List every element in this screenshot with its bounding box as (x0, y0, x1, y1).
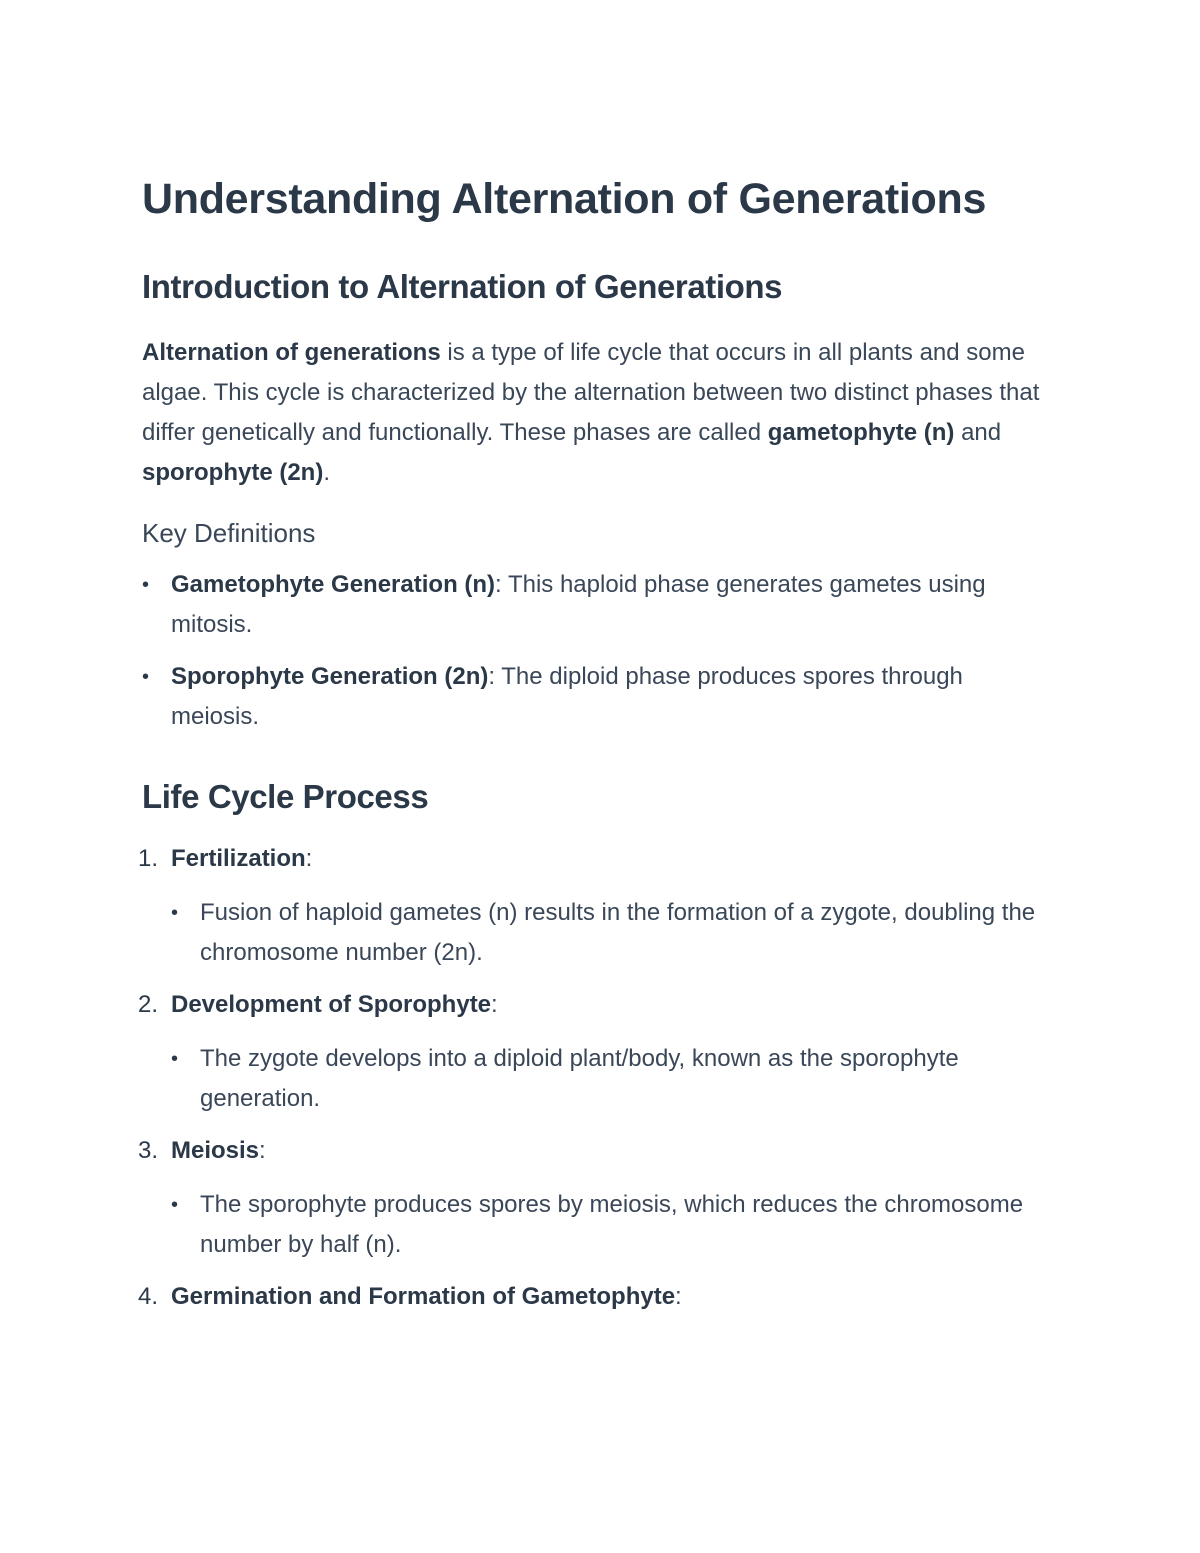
list-item (142, 1185, 1042, 1265)
intro-text-3: . (323, 459, 331, 486)
list-item (138, 985, 1042, 1119)
list-item (138, 1131, 1042, 1265)
intro-text-2: and (954, 419, 1002, 446)
definition-text: : This haploid phase generates gametes using mitosis. (171, 571, 986, 638)
list-item (142, 1039, 1042, 1119)
step-heading (138, 1277, 1042, 1317)
list-item (142, 893, 1042, 973)
step-title: Development of Sporophyte (171, 991, 492, 1018)
step-heading (138, 839, 1042, 879)
list-item (142, 657, 1042, 737)
bullet-icon: • (171, 1048, 179, 1070)
definition-term: Sporophyte Generation (2n) (171, 663, 489, 690)
list-item (138, 1277, 1042, 1317)
step-heading (138, 985, 1042, 1025)
step-number: 2. (138, 991, 159, 1018)
step-colon: : (259, 1137, 266, 1164)
page-title: Understanding Alternation of Generations (142, 175, 987, 223)
step-colon: : (675, 1283, 682, 1310)
definition-text: : The diploid phase produces spores through meiosis. (171, 663, 963, 730)
bullet-icon: • (142, 666, 150, 688)
key-definitions-heading: Key Definitions (142, 518, 316, 548)
term-gametophyte: gametophyte (n) (767, 419, 955, 446)
definitions-list (142, 565, 1042, 737)
step-title: Meiosis (171, 1137, 260, 1164)
step-title: Germination and Formation of Gametophyte (171, 1283, 676, 1310)
step-detail: The sporophyte produces spores by meiosis, which reduces the chromosome number by half (n). (200, 1191, 1024, 1258)
step-number: 3. (138, 1137, 159, 1164)
step-details (142, 893, 1042, 973)
step-detail: Fusion of haploid gametes (n) results in the formation of a zygote, doubling the chromosome number (2n). (200, 899, 1036, 966)
bullet-icon: • (142, 574, 150, 596)
step-details (142, 1185, 1042, 1265)
step-colon: : (491, 991, 498, 1018)
step-number: 1. (138, 845, 159, 872)
life-cycle-heading: Life Cycle Process (142, 778, 429, 815)
bullet-icon: • (171, 1194, 179, 1216)
intro-text-1: is a type of life cycle that occurs in all plants and some algae. This cycle is characterized by the alternation between two distinct phases that differ genetically and functionally. These phases are called (142, 339, 1040, 446)
term-sporophyte: sporophyte (2n) (142, 459, 324, 486)
list-item (138, 839, 1042, 973)
step-heading (138, 1131, 1042, 1171)
step-colon: : (305, 845, 313, 872)
definition-term: Gametophyte Generation (n) (171, 571, 496, 598)
term-alternation: Alternation of generations (142, 339, 441, 366)
life-cycle-steps (138, 839, 1042, 1317)
intro-heading: Introduction to Alternation of Generations (142, 268, 783, 305)
step-details (142, 1039, 1042, 1119)
bullet-icon: • (171, 902, 179, 924)
step-title: Fertilization (171, 845, 306, 872)
document-page (138, 168, 1042, 1329)
intro-paragraph (142, 333, 1042, 493)
list-item (142, 565, 1042, 645)
step-detail: The zygote develops into a diploid plant/body, known as the sporophyte generation. (200, 1045, 959, 1112)
step-number: 4. (138, 1283, 159, 1310)
